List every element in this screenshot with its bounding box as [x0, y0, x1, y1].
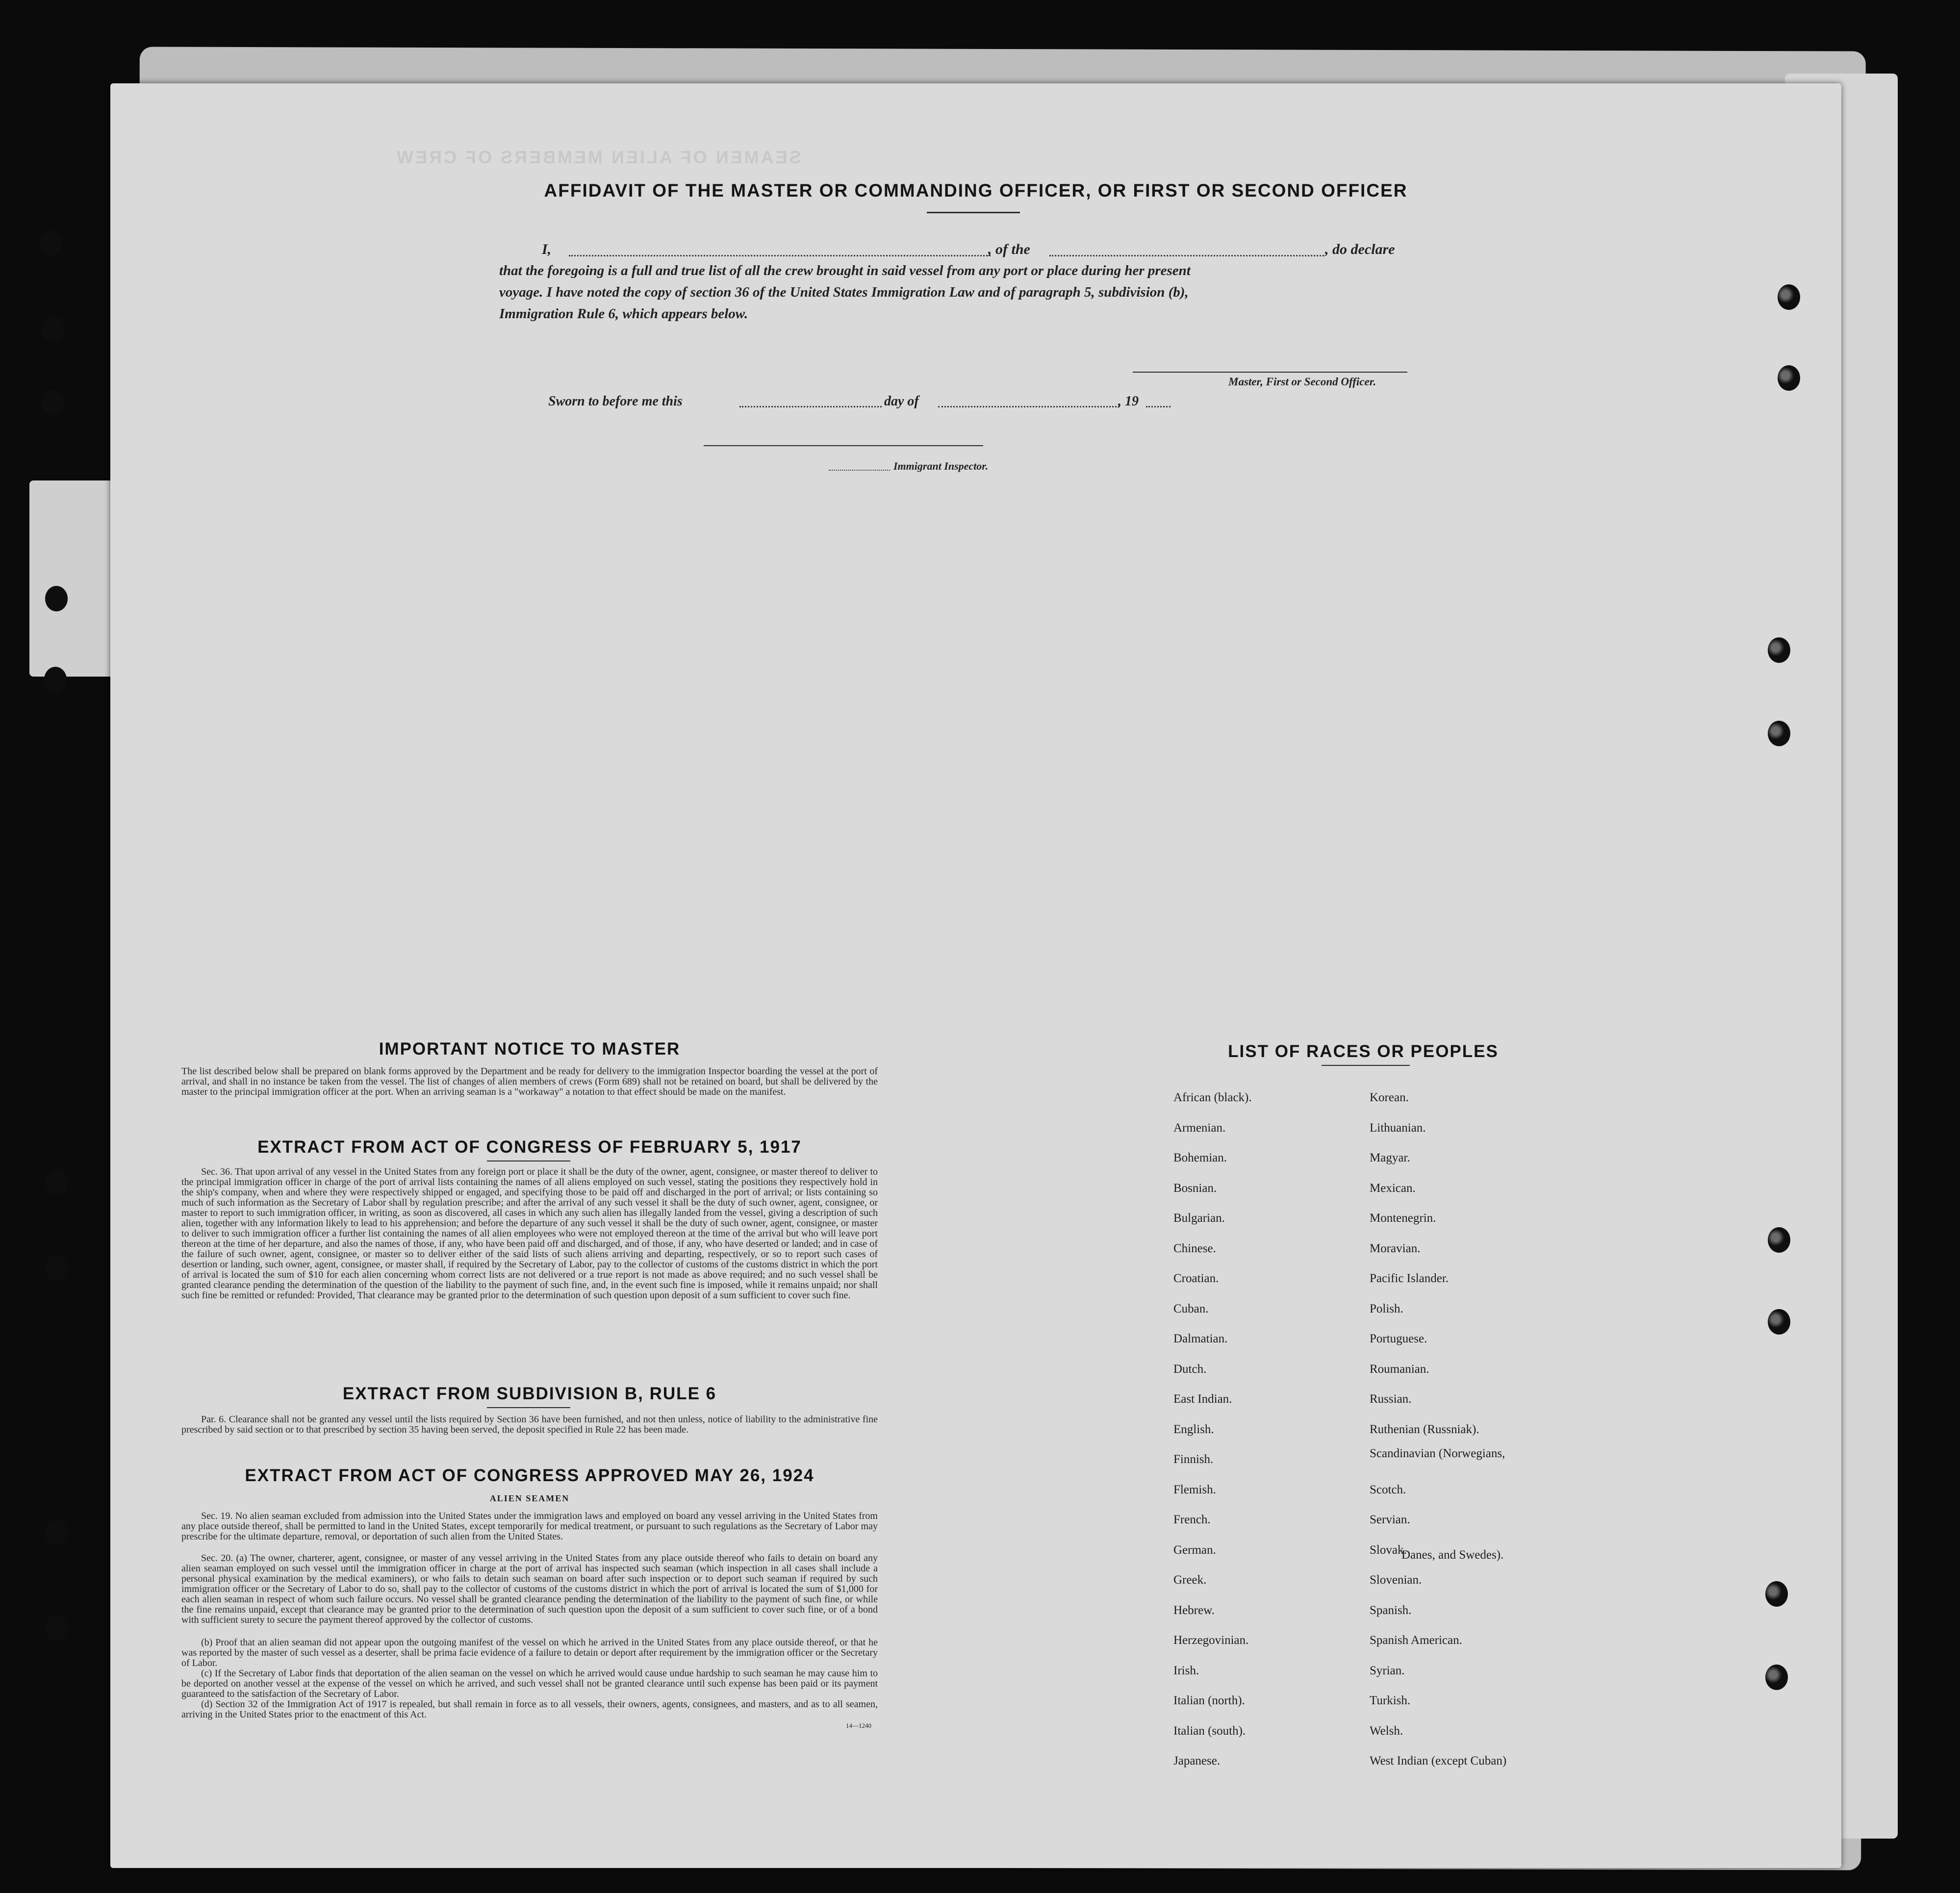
day-of-label: day of	[884, 394, 919, 409]
race-item: Russian.	[1370, 1392, 1412, 1406]
race-scandinavian-continued: Danes, and Swedes).	[1401, 1548, 1504, 1562]
extract-rule6-text: Par. 6. Clearance shall not be granted any vessel until the lists required by Section 36 have been furnished, and not then unless, notice of liability to the administrative fine prescribed by said section or to that prescribed by section 35 having been served, the deposit specified in Rule 22 has been made.	[181, 1414, 878, 1435]
race-item: Greek.	[1173, 1573, 1207, 1587]
punch-hole	[1765, 1665, 1788, 1690]
race-item: Roumanian.	[1370, 1363, 1429, 1376]
punch-hole	[1768, 1227, 1790, 1253]
race-item: Croatian.	[1173, 1272, 1219, 1285]
punch-hole	[1768, 637, 1790, 663]
race-item: Lithuanian.	[1370, 1121, 1426, 1135]
race-item: Spanish American.	[1370, 1634, 1462, 1647]
race-item: Scandinavian (Norwegians,	[1370, 1447, 1505, 1460]
race-item: Montenegrin.	[1370, 1212, 1436, 1225]
race-item: French.	[1173, 1513, 1211, 1526]
year-blank[interactable]	[1146, 406, 1171, 407]
sec19-text: Sec. 19. No alien seaman excluded from admission into the United States under the immigration laws and employed on board any vessel arriving in the United States from any place outside thereof, shall be permitted to land in the United States, except temporarily for medical treatment, or pursuant to such regulations as the Secretary of Labor may prescribe for the ultimate departure, removal, or deportation of such alien from the United States.	[181, 1511, 878, 1542]
race-item: East Indian.	[1173, 1392, 1232, 1406]
extract-1917-text: Sec. 36. That upon arrival of any vessel in the United States from any foreign port or place it shall be the duty of the owner, agent, consignee, or master thereof to deliver to the principal immigration officer in charge of the port of arrival lists containing the names of all aliens employed on such vessel, stating the positions they respectively hold in the ship's company, when and where they were respectively shipped or engaged, and specifying those to be paid off and discharged in the port of arrival; or lists containing so much of such information as the Secretary of Labor shall by regulation prescribe; and after the arrival of any such vessel it shall be the duty of such owner, agent, consignee, or master to report to such immigration officer, in writing, as soon as discovered, all cases in which any such alien has illegally landed from the vessel, giving a description of such alien, together with any information likely to lead to his apprehension; and before the departure of any such vessel it shall be the duty of such owner, agent, consignee, or master to deliver to such immigration officer a further list containing the names of all alien employees who were not employed thereon at the time of the arrival but who will leave port thereon at the time of her departure, and also the names of those, if any, who have been paid off and discharged, and of those, if any, who have deserted or landed; and in case of the failure of such owner, agent, consignee, or master so to deliver either of the said lists of such aliens arriving and departing, respectively, or so to report such cases of desertion or landing, such owner, agent, consignee, or master shall, if required by the Secretary of Labor, pay to the collector of customs of the customs district in which the port of arrival is located the sum of $10 for each alien concerning whom correct lists are not delivered or a true report is not made as above required; and no such vessel shall be granted clearance pending the determination of the question of the liability to the payment of such fine, and, in the event such fine is imposed, while it remains unpaid; nor shall such fine be remitted or refunded: Provided, That clearance may be granted prior to the determination of such question upon deposit of a sum sufficient to cover such fine.	[181, 1166, 878, 1301]
signature-line[interactable]	[1133, 372, 1407, 373]
punch-hole	[42, 390, 64, 415]
sworn-day-blank[interactable]	[739, 406, 882, 407]
race-item: Pacific Islander.	[1370, 1272, 1449, 1285]
race-item: Japanese.	[1173, 1754, 1221, 1767]
name-blank[interactable]	[569, 255, 991, 256]
punch-hole	[1768, 1309, 1790, 1335]
sec20c-text: (c) If the Secretary of Labor finds that deportation of the alien seaman on the vessel on which he arrived would cause undue hardship to such seaman he may cause him to be deported on another vessel at the expense of the vessel on which he arrived, and such vessel shall not be granted clearance until such expense has been paid or its payment guaranteed to the satisfaction of the Secretary of Labor.	[181, 1668, 878, 1699]
race-item: Italian (south).	[1173, 1724, 1246, 1738]
races-title: LIST OF RACES OR PEOPLES	[1228, 1042, 1499, 1061]
race-item: African (black).	[1173, 1091, 1252, 1104]
punch-hole	[45, 1520, 68, 1545]
punch-hole	[45, 1169, 68, 1195]
race-item: English.	[1173, 1423, 1214, 1436]
race-item: Irish.	[1173, 1664, 1199, 1677]
sworn-label: Sworn to before me this	[548, 394, 683, 409]
bleed-through-text: SEAMEN OF ALIEN MEMBERS OF CREW	[395, 147, 801, 167]
race-item: Scotch.	[1370, 1483, 1406, 1496]
punch-hole	[1778, 284, 1800, 310]
affidavit-body-line1: that the foregoing is a full and true list of all the crew brought in said vessel from any port or place during her present	[499, 263, 1191, 278]
inspector-caption: Immigrant Inspector.	[893, 460, 989, 472]
race-item: Bosnian.	[1173, 1182, 1217, 1195]
race-item: Slovak.	[1370, 1543, 1407, 1557]
race-item: West Indian (except Cuban)	[1370, 1754, 1507, 1767]
inspector-signature-line[interactable]	[704, 445, 983, 446]
race-item: Servian.	[1370, 1513, 1410, 1526]
punch-hole	[1778, 365, 1800, 391]
race-item: Spanish.	[1370, 1604, 1412, 1617]
sec20a-text: Sec. 20. (a) The owner, charterer, agent, consignee, or master of any vessel arriving in the United States from any place outside thereof who fails to detain on board any alien seaman employed on such vessel until the immigration officer in charge at the port of arrival has inspected such seaman (which inspection in all cases shall include a personal physical examination by the medical examiners), or who fails to detain such seaman on board after such inspection or to deport such seaman if required by such immigration officer or the Secretary of Labor to do so, shall pay to the collector of customs of the customs district in which the port of arrival is located the sum of $1,000 for each alien seaman in respect of whom such failure occurs. No vessel shall be granted clearance pending the determination of the liability to the payment of such fine, or while the fine remains unpaid, except that clearance may be granted prior to the determination of such question upon the deposit of a sum sufficient to cover such fine, or of a bond with sufficient surety to secure the payment thereof approved by the collector of customs.	[181, 1553, 878, 1625]
punch-hole	[1768, 721, 1790, 746]
extract-1924-title: EXTRACT FROM ACT OF CONGRESS APPROVED MAY 26, 1924	[245, 1466, 815, 1485]
race-item: German.	[1173, 1543, 1216, 1557]
race-item: Mexican.	[1370, 1182, 1416, 1195]
race-item: Slovenian.	[1370, 1573, 1422, 1587]
sworn-month-blank[interactable]	[938, 406, 1120, 407]
affidavit-body-line3: Immigration Rule 6, which appears below.	[499, 306, 748, 322]
race-item: Syrian.	[1370, 1664, 1405, 1677]
vessel-blank[interactable]	[1049, 255, 1324, 256]
affidavit-body-line2: voyage. I have noted the copy of section 36 of the United States Immigration Law and of paragraph 5, subdivision (b),	[499, 284, 1189, 300]
race-item: Chinese.	[1173, 1242, 1216, 1255]
race-item: Magyar.	[1370, 1151, 1410, 1164]
race-item: Dutch.	[1173, 1363, 1207, 1376]
signer-caption: Master, First or Second Officer.	[1228, 376, 1376, 388]
extract-1924-subtitle: ALIEN SEAMEN	[489, 1493, 570, 1503]
affidavit-title: AFFIDAVIT OF THE MASTER OR COMMANDING OFFICER, OR FIRST OR SECOND OFFICER	[544, 180, 1408, 201]
race-item: Korean.	[1370, 1091, 1409, 1104]
race-item: Flemish.	[1173, 1483, 1216, 1496]
race-item: Ruthenian (Russniak).	[1370, 1423, 1479, 1436]
race-item: Welsh.	[1370, 1724, 1403, 1738]
extract-1917-title: EXTRACT FROM ACT OF CONGRESS OF FEBRUARY 5, 1917	[257, 1137, 802, 1157]
punch-hole	[45, 1615, 68, 1641]
punch-hole	[45, 1255, 68, 1281]
affidavit-i-label: I,	[542, 241, 552, 257]
punch-hole	[45, 586, 68, 611]
race-item: Hebrew.	[1173, 1604, 1215, 1617]
affidavit-of-the: , of the	[988, 241, 1030, 257]
race-item: Italian (north).	[1173, 1694, 1245, 1707]
document-page	[110, 83, 1841, 1868]
race-item: Turkish.	[1370, 1694, 1411, 1707]
race-item: Moravian.	[1370, 1242, 1421, 1255]
sec20b-text: (b) Proof that an alien seaman did not appear upon the outgoing manifest of the vessel on which he arrived in the United States from any place outside thereof, or that he was reported by the master of such vessel as a deserter, shall be prima facie evidence of a failure to detain or deport after requirement by the immigration officer or the Secretary of Labor.	[181, 1637, 878, 1668]
extract-rule6-title: EXTRACT FROM SUBDIVISION B, RULE 6	[342, 1384, 717, 1403]
punch-hole	[42, 316, 64, 342]
race-item: Dalmatian.	[1173, 1332, 1228, 1345]
extract-rule6-underline	[487, 1407, 570, 1408]
race-item: Finnish.	[1173, 1453, 1214, 1466]
race-item: Portuguese.	[1370, 1332, 1427, 1345]
punch-hole	[1765, 1581, 1788, 1607]
punch-hole	[39, 230, 62, 256]
affidavit-do-declare: , do declare	[1325, 241, 1395, 257]
year-prefix: , 19	[1118, 394, 1139, 409]
race-item: Bohemian.	[1173, 1151, 1227, 1164]
race-item: Herzegovinian.	[1173, 1634, 1249, 1647]
race-item: Armenian.	[1173, 1121, 1226, 1135]
notice-title: IMPORTANT NOTICE TO MASTER	[379, 1039, 681, 1059]
form-number: 14—1240	[846, 1722, 871, 1729]
race-item: Bulgarian.	[1173, 1212, 1225, 1225]
sec20d-text: (d) Section 32 of the Immigration Act of 1917 is repealed, but shall remain in force as to all vessels, their owners, agents, consignees, and masters, and as to all seamen, arriving in the United States prior to the enactment of this Act.	[181, 1699, 878, 1720]
punch-hole	[44, 667, 67, 692]
inspector-dots	[829, 470, 890, 471]
races-title-underline	[1322, 1065, 1410, 1066]
race-item: Polish.	[1370, 1302, 1403, 1315]
notice-text: The list described below shall be prepared on blank forms approved by the Department and be ready for delivery to the immigration Inspector boarding the vessel at the port of arrival, and shall in no instance be taken from the vessel. The list of changes of alien members of crews (Form 689) shall not be retained on board, but shall be delivered by the master to the principal immigration officer at the port. When an arriving seaman is a "workaway" a notation to that effect should be made on the manifest.	[181, 1066, 878, 1097]
title-underline	[927, 212, 1020, 213]
race-item: Cuban.	[1173, 1302, 1209, 1315]
